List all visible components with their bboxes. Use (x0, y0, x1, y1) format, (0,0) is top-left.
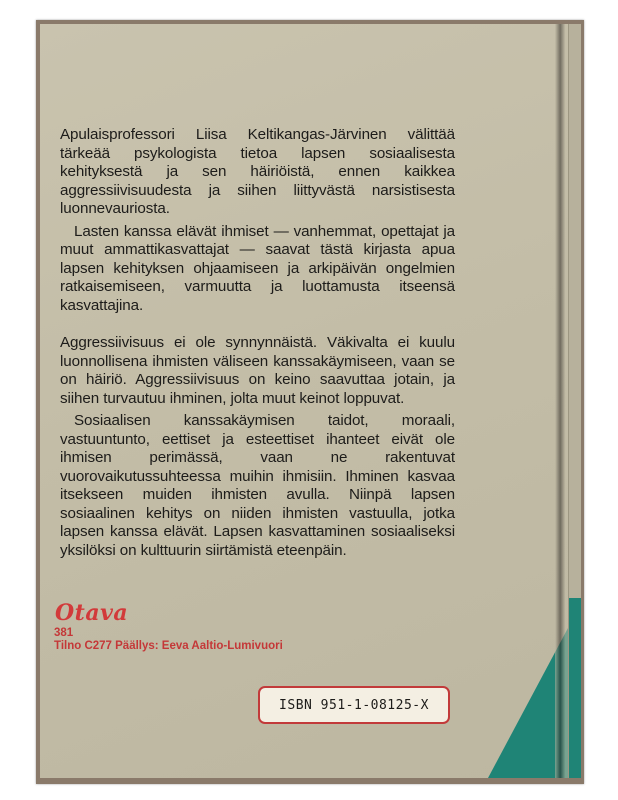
series-number: 381 (54, 627, 74, 639)
blurb-paragraph-3: Aggressiivisuus ei ole synnynnäistä. Väkivalta ei kuulu luonnollisena ihmisten väliseen kanssakäymiseen, vaan se on häiriö. Aggressiivisuus on keino saavuttaa jotain, ja siihen turvautuu ihminen, jolta muut keinot loppuvat. (60, 334, 455, 407)
book-spine (568, 24, 581, 778)
isbn-text: ISBN 951-1-08125-X (279, 697, 429, 713)
publisher-logo: Otava (55, 600, 129, 626)
spine-shadow (555, 24, 568, 778)
blurb-paragraph-1: Apulaisprofessori Liisa Keltikangas-Järvinen välittää tärkeää psykologista tietoa lapsen sosiaalisesta kehityksestä ja sen häiriöistä, ennen kaikkea aggressiivisuudesta ja siihen liittyvästä narsistisesta luonnevauriosta. (60, 126, 455, 217)
blurb-paragraph-2: Lasten kanssa elävät ihmiset — vanhemmat, opettajat ja muut ammattikasvattajat — saavat tästä kirjasta apua lapsen kehityksen ohjaamiseen ja arkipäivän ongelmien ratkaisemiseen, varmuutta ja luottamusta itseensä kasvattajina. (60, 222, 455, 314)
imprint-info (54, 627, 283, 653)
blurb-paragraph-4: Sosiaalisen kanssakäymisen taidot, moraali, vastuuntunto, eettiset ja esteettiset ihanteet eivät ole ihmisen perimässä, vaan ne rakentuvat vuorovaikutussuhteessa muihin ihmisiin. Ihminen kasvaa itsekseen muiden ihmisten avulla. Niinpä lapsen sosiaalinen kehitys on niiden ihmisten vastuulla, jotka lapsen kanssa elävät. Lapsen kasvattaminen sosiaaliseksi yksilöksi on kulttuurin siirtämistä eteenpäin. (60, 412, 455, 559)
isbn-label (258, 686, 450, 724)
tilno-cover-credit: Tilno C277 Päällys: Eeva Aaltio-Lumivuori (54, 640, 283, 652)
spine-teal-band (569, 598, 581, 778)
blurb-text (60, 126, 455, 560)
